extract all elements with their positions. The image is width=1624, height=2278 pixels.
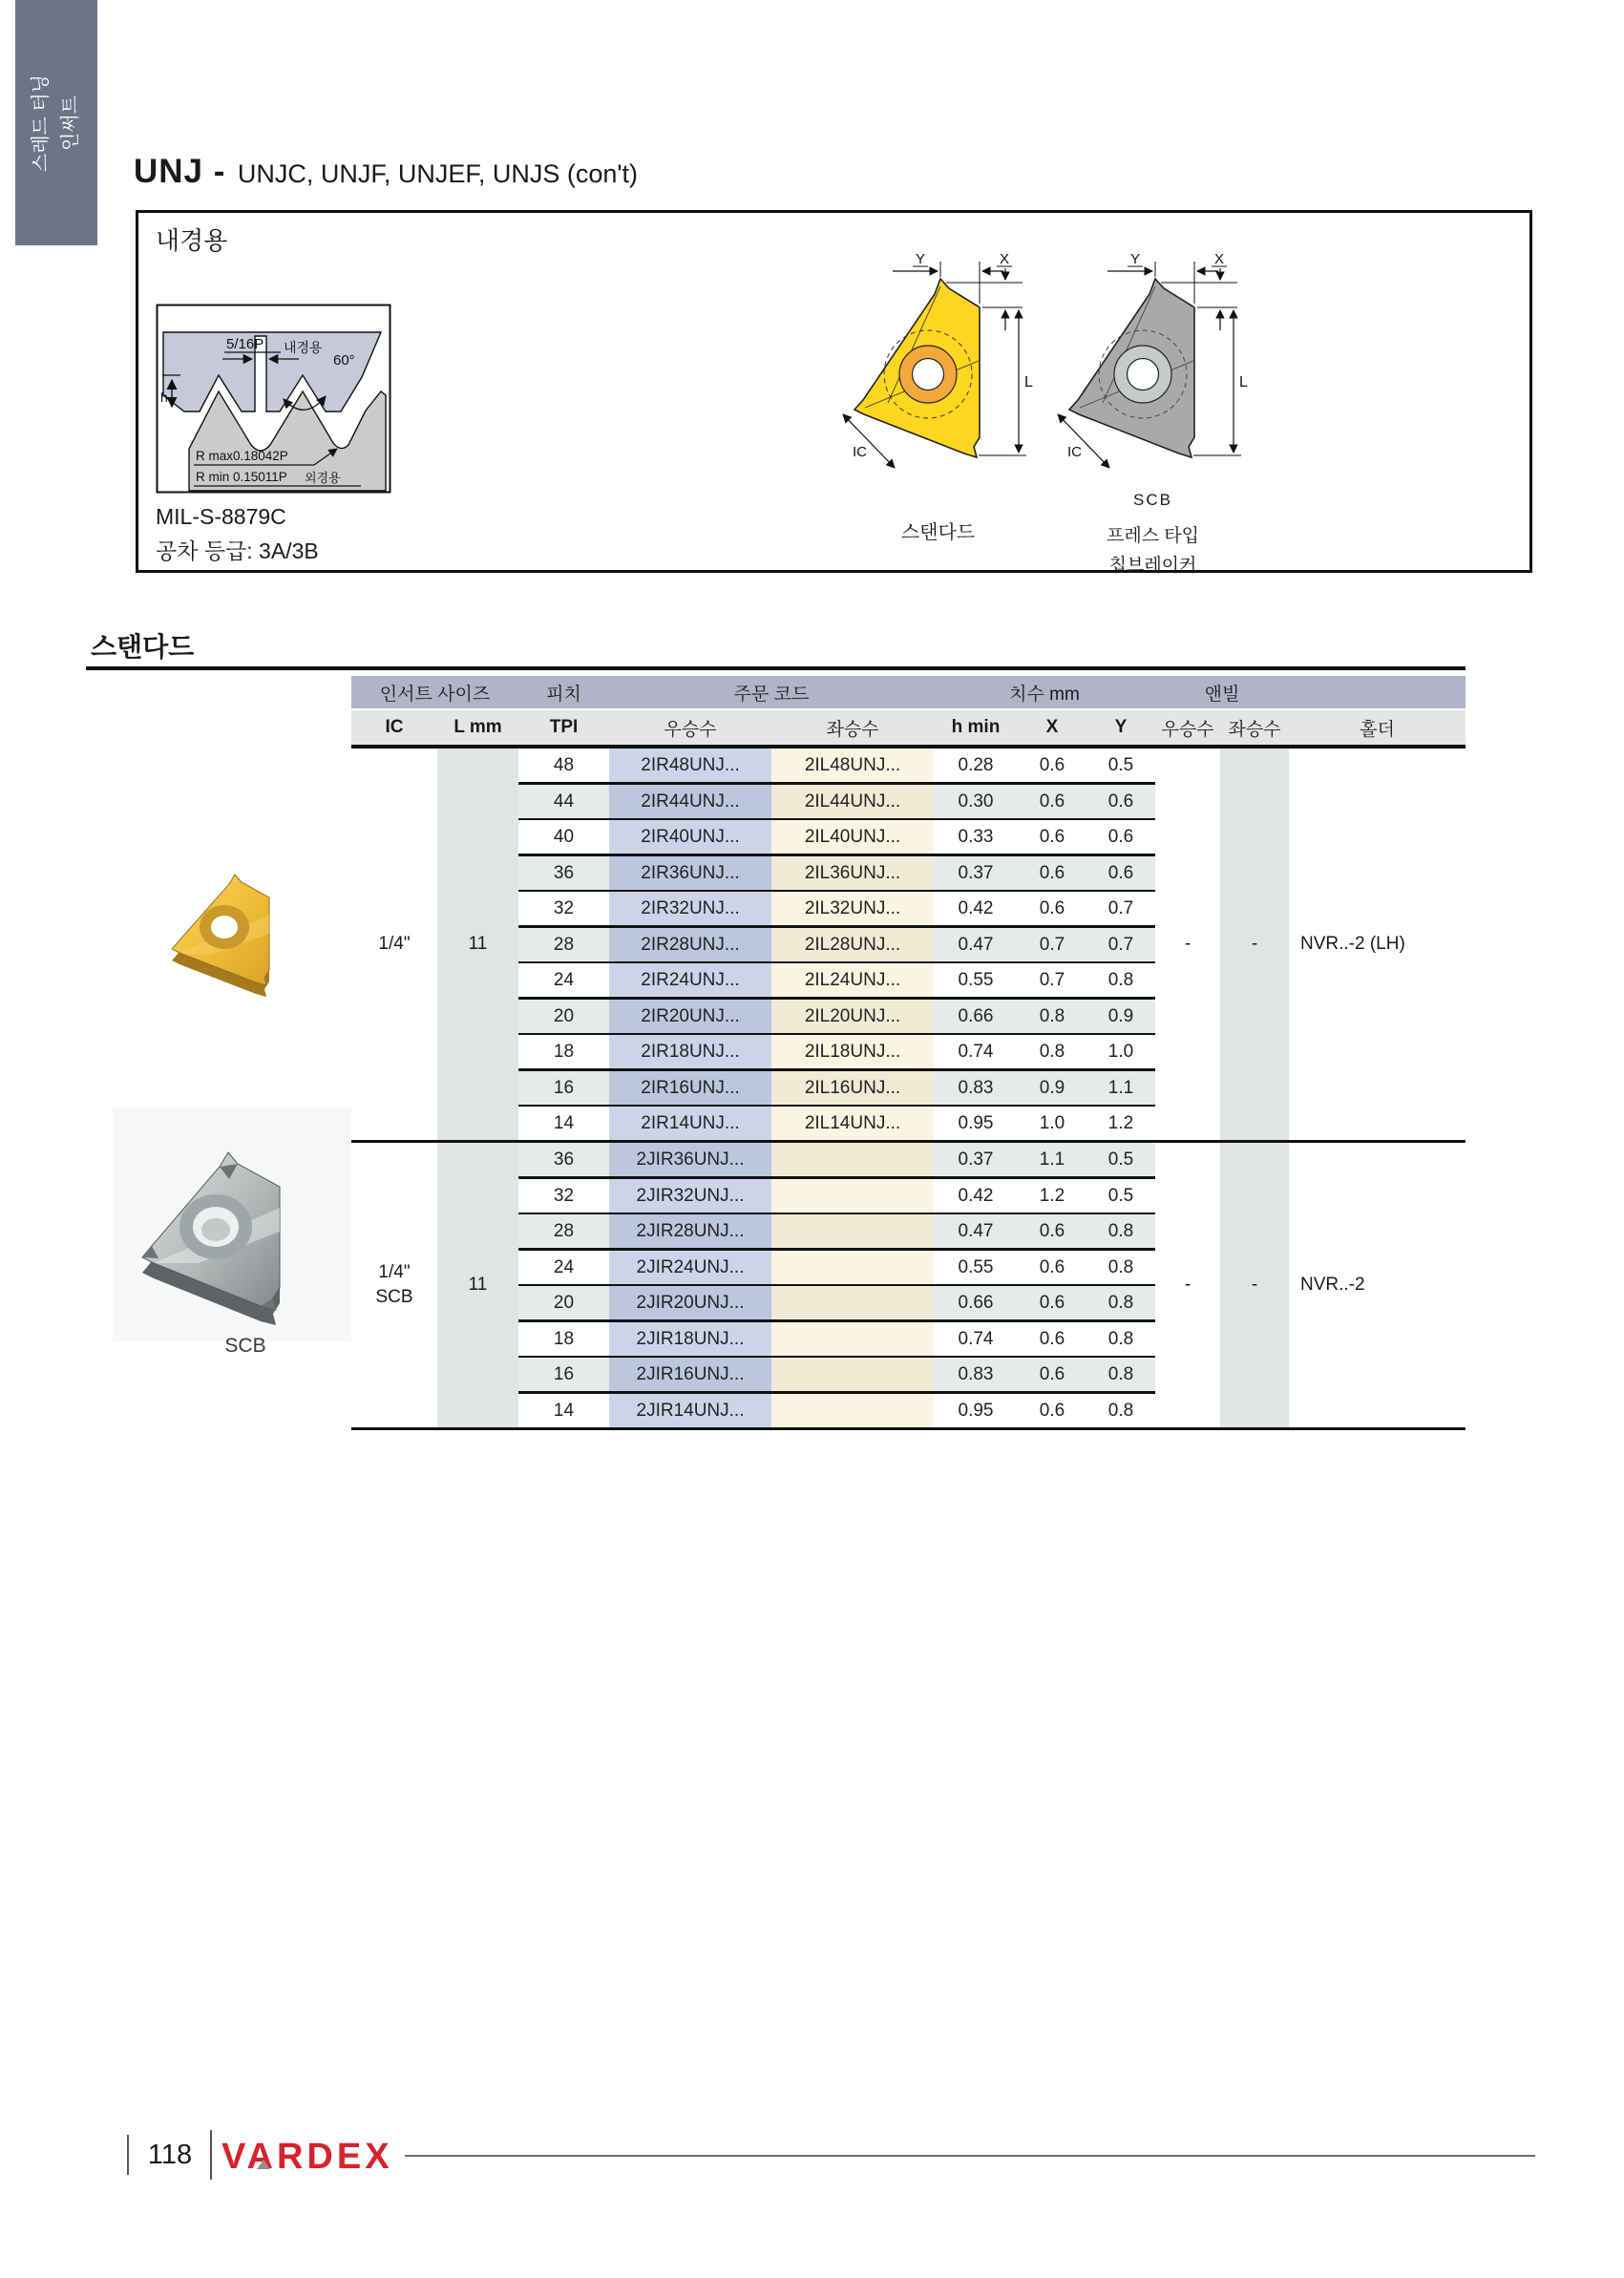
ic-label xyxy=(375,1260,412,1310)
table-row xyxy=(518,1214,1155,1248)
ic-label xyxy=(378,932,410,957)
y-cell: 0.8 xyxy=(1086,963,1155,997)
title-main: UNJ - xyxy=(134,153,226,190)
hmin-cell: 0.66 xyxy=(934,1000,1018,1033)
x-cell: 0.6 xyxy=(1018,1322,1086,1356)
table-row xyxy=(518,1286,1155,1319)
table-row xyxy=(518,892,1155,925)
col-header-anvil-rh: 우승수 xyxy=(1161,719,1214,740)
holder-cell: NVR..-2 (LH) xyxy=(1300,934,1405,954)
footer-divider-1 xyxy=(127,2135,129,2175)
order-code-rh-cell: 2JIR36UNJ... xyxy=(609,1143,771,1176)
dim-ic-label: IC xyxy=(853,444,867,460)
table-bottom-rule xyxy=(351,1427,1466,1430)
x-cell: 0.8 xyxy=(1018,1035,1086,1068)
y-cell: 0.7 xyxy=(1086,892,1155,925)
x-cell: 0.6 xyxy=(1018,749,1086,782)
ic-size: 1/4" xyxy=(378,934,411,954)
x-cell: 0.6 xyxy=(1018,856,1086,890)
sidebar-tab-line1: 스레드 터닝 xyxy=(31,74,52,172)
order-code-lh-cell: 2IL44UNJ... xyxy=(771,785,934,818)
dim-y-label: Y xyxy=(916,251,926,267)
figure-box-label: 내경용 xyxy=(156,226,228,255)
table-row xyxy=(518,1251,1155,1284)
order-code-lh-cell: 2IL32UNJ... xyxy=(771,892,934,925)
ic-cell xyxy=(351,749,437,1140)
x-cell: 0.6 xyxy=(1018,1286,1086,1319)
anvil-lh-cell: - xyxy=(1220,749,1289,1140)
tpi-cell: 18 xyxy=(518,1322,609,1356)
angle-label: 60° xyxy=(333,352,355,369)
col-header-code-rh: 우승수 xyxy=(664,719,717,740)
thread-profile-diagram xyxy=(156,304,391,494)
order-code-lh-cell: 2IL28UNJ... xyxy=(771,928,934,961)
y-cell: 0.6 xyxy=(1086,856,1155,890)
y-cell: 0.5 xyxy=(1086,1143,1155,1176)
order-code-lh-cell xyxy=(771,1358,934,1391)
order-code-rh-cell: 2IR24UNJ... xyxy=(609,963,771,997)
order-code-lh-cell: 2IL40UNJ... xyxy=(771,820,934,854)
l-mm-cell: 11 xyxy=(437,1143,518,1427)
order-code-lh-cell: 2IL18UNJ... xyxy=(771,1035,934,1068)
scb-photo-caption: SCB xyxy=(224,1335,266,1357)
order-code-lh-cell xyxy=(771,1214,934,1248)
sidebar-tab xyxy=(15,0,97,245)
order-code-lh-cell: 2IL24UNJ... xyxy=(771,963,934,997)
col-header-x: X xyxy=(1045,717,1059,737)
y-cell: 0.6 xyxy=(1086,820,1155,854)
dim-x-label: X xyxy=(1000,251,1010,267)
page-number: 118 xyxy=(147,2140,193,2170)
order-code-lh-cell xyxy=(771,1179,934,1213)
dim-ic-label: IC xyxy=(1067,444,1082,460)
order-code-lh-cell: 2IL16UNJ... xyxy=(771,1071,934,1105)
standard-insert-photo xyxy=(153,867,320,1010)
hmin-cell: 0.47 xyxy=(934,928,1018,961)
insert-hole xyxy=(1128,359,1159,390)
x-cell: 1.1 xyxy=(1018,1143,1086,1176)
x-cell: 1.0 xyxy=(1018,1107,1086,1140)
hmin-cell: 0.74 xyxy=(934,1035,1018,1068)
order-code-rh-cell: 2IR18UNJ... xyxy=(609,1035,771,1068)
hmin-cell: 0.42 xyxy=(934,892,1018,925)
tpi-cell: 24 xyxy=(518,1251,609,1284)
dim-y-label: Y xyxy=(1130,251,1141,267)
tolerance-class: 공차 등급: 3A/3B xyxy=(156,538,319,563)
header-order-code: 주문 코드 xyxy=(733,684,810,705)
y-cell: 0.6 xyxy=(1086,785,1155,818)
ic-size: 1/4" xyxy=(378,1261,411,1282)
y-cell: 0.5 xyxy=(1086,749,1155,782)
pitch-dim-label: 5/16P xyxy=(226,336,264,352)
tpi-cell: 40 xyxy=(518,820,609,854)
table-row xyxy=(518,928,1155,961)
pitch-note-label: 내경용 xyxy=(284,340,323,355)
table-row xyxy=(518,749,1155,782)
hmin-cell: 0.37 xyxy=(934,1143,1018,1176)
section-heading: 스탠다드 xyxy=(91,632,195,662)
standard-insert-drawing xyxy=(835,250,1041,496)
dim-l-label: L xyxy=(1024,374,1033,390)
x-cell: 0.7 xyxy=(1018,963,1086,997)
order-code-rh-cell: 2JIR14UNJ... xyxy=(609,1394,771,1427)
hmin-cell: 0.83 xyxy=(934,1071,1018,1105)
order-code-lh-cell xyxy=(771,1286,934,1319)
ic-cell xyxy=(351,1143,437,1427)
table-group xyxy=(351,1143,1466,1427)
sidebar-tab-line2: 인써트 xyxy=(60,95,81,151)
tpi-cell: 36 xyxy=(518,1143,609,1176)
order-code-rh-cell: 2IR32UNJ... xyxy=(609,892,771,925)
order-code-rh-cell: 2JIR16UNJ... xyxy=(609,1358,771,1391)
hmin-cell: 0.95 xyxy=(934,1107,1018,1140)
y-cell: 1.1 xyxy=(1086,1071,1155,1105)
header-dimensions: 치수 mm xyxy=(1009,684,1080,705)
dim-x-label: X xyxy=(1214,251,1225,267)
x-cell: 0.6 xyxy=(1018,892,1086,925)
x-cell: 0.6 xyxy=(1018,785,1086,818)
col-header-anvil-lh: 좌승수 xyxy=(1228,719,1281,740)
y-cell: 0.8 xyxy=(1086,1394,1155,1427)
table-row xyxy=(518,820,1155,854)
scb-insert-drawing xyxy=(1050,250,1255,496)
order-code-lh-cell: 2IL36UNJ... xyxy=(771,856,934,890)
x-cell: 0.6 xyxy=(1018,1358,1086,1391)
tpi-cell: 32 xyxy=(518,892,609,925)
table-row xyxy=(518,1000,1155,1033)
order-code-rh-cell: 2IR44UNJ... xyxy=(609,785,771,818)
tpi-cell: 48 xyxy=(518,749,609,782)
y-cell: 0.8 xyxy=(1086,1214,1155,1248)
tpi-cell: 20 xyxy=(518,1286,609,1319)
table-row xyxy=(518,1179,1155,1213)
tpi-cell: 16 xyxy=(518,1071,609,1105)
rows-block xyxy=(518,1143,1155,1427)
hmin-cell: 0.95 xyxy=(934,1394,1018,1427)
tpi-cell: 28 xyxy=(518,928,609,961)
header-insert-size: 인서트 사이즈 xyxy=(379,684,491,705)
hmin-cell: 0.28 xyxy=(934,749,1018,782)
order-code-rh-cell: 2IR20UNJ... xyxy=(609,1000,771,1033)
standards-table xyxy=(351,676,1466,1430)
anvil-rh-cell: - xyxy=(1184,934,1192,954)
scb-insert-caption-3: 칩브레이커 xyxy=(1108,556,1197,576)
order-code-lh-cell: 2IL48UNJ... xyxy=(771,749,934,782)
col-header-holder: 홀더 xyxy=(1360,719,1395,740)
order-code-rh-cell: 2JIR18UNJ... xyxy=(609,1322,771,1356)
order-code-lh-cell xyxy=(771,1143,934,1176)
scb-insert-caption-2: 프레스 타입 xyxy=(1106,526,1200,546)
col-header-lmm: L mm xyxy=(453,717,502,737)
order-code-lh-cell xyxy=(771,1251,934,1284)
y-cell: 1.2 xyxy=(1086,1107,1155,1140)
tpi-cell: 14 xyxy=(518,1107,609,1140)
section-rule xyxy=(86,666,1466,670)
insert-hole xyxy=(913,359,944,390)
tpi-cell: 36 xyxy=(518,856,609,890)
hmin-cell: 0.74 xyxy=(934,1322,1018,1356)
hmin-cell: 0.42 xyxy=(934,1179,1018,1213)
standard-insert-caption: 스탠다드 xyxy=(900,522,976,543)
y-cell: 0.8 xyxy=(1086,1286,1155,1319)
y-cell: 0.9 xyxy=(1086,1000,1155,1033)
x-cell: 0.7 xyxy=(1018,928,1086,961)
footer-rule xyxy=(405,2155,1535,2157)
anvil-rh-cell: - xyxy=(1184,1274,1192,1295)
y-cell: 0.7 xyxy=(1086,928,1155,961)
dim-l-label: L xyxy=(1239,374,1248,390)
table-row xyxy=(518,1358,1155,1391)
table-column-header-row xyxy=(351,710,1466,745)
x-cell: 0.6 xyxy=(1018,1394,1086,1427)
col-header-tpi: TPI xyxy=(549,717,579,737)
order-code-lh-cell xyxy=(771,1322,934,1356)
x-cell: 0.8 xyxy=(1018,1000,1086,1033)
scb-insert-photo xyxy=(113,1107,351,1341)
footer-divider-2 xyxy=(210,2130,212,2180)
tpi-cell: 20 xyxy=(518,1000,609,1033)
hmin-cell: 0.55 xyxy=(934,963,1018,997)
x-cell: 0.6 xyxy=(1018,820,1086,854)
h-dim-label: h xyxy=(160,390,168,405)
order-code-rh-cell: 2IR48UNJ... xyxy=(609,749,771,782)
table-group-header-row xyxy=(351,676,1466,708)
hmin-cell: 0.83 xyxy=(934,1358,1018,1391)
order-code-rh-cell: 2IR16UNJ... xyxy=(609,1071,771,1105)
table-row xyxy=(518,1322,1155,1356)
r-min-note: 외경용 xyxy=(305,471,341,485)
r-max-label: R max0.18042P xyxy=(196,449,288,463)
order-code-rh-cell: 2IR14UNJ... xyxy=(609,1107,771,1140)
order-code-rh-cell: 2IR36UNJ... xyxy=(609,856,771,890)
order-code-lh-cell xyxy=(771,1394,934,1427)
x-cell: 1.2 xyxy=(1018,1179,1086,1213)
col-header-hmin: h min xyxy=(951,717,1001,737)
col-header-y: Y xyxy=(1114,717,1128,737)
internal-thread-shape xyxy=(163,332,381,411)
order-code-rh-cell: 2JIR32UNJ... xyxy=(609,1179,771,1213)
order-code-rh-cell: 2JIR20UNJ... xyxy=(609,1286,771,1319)
y-cell: 0.8 xyxy=(1086,1322,1155,1356)
mil-spec: MIL-S-8879C xyxy=(156,504,286,529)
ic-type: SCB xyxy=(375,1286,413,1307)
x-cell: 0.9 xyxy=(1018,1071,1086,1105)
page-title xyxy=(134,153,638,191)
tpi-cell: 32 xyxy=(518,1179,609,1213)
anvil-lh-cell: - xyxy=(1220,1143,1289,1427)
hmin-cell: 0.33 xyxy=(934,820,1018,854)
tpi-cell: 16 xyxy=(518,1358,609,1391)
hmin-cell: 0.66 xyxy=(934,1286,1018,1319)
order-code-lh-cell: 2IL14UNJ... xyxy=(771,1107,934,1140)
hmin-cell: 0.47 xyxy=(934,1214,1018,1248)
y-cell: 0.5 xyxy=(1086,1179,1155,1213)
order-code-rh-cell: 2JIR24UNJ... xyxy=(609,1251,771,1284)
tpi-cell: 18 xyxy=(518,1035,609,1068)
scb-insert-caption-1: SCB xyxy=(1133,491,1172,509)
title-sub: UNJC, UNJF, UNJEF, UNJS (con't) xyxy=(237,159,639,188)
table-row xyxy=(518,856,1155,890)
holder-cell: NVR..-2 xyxy=(1300,1274,1365,1295)
x-cell: 0.6 xyxy=(1018,1214,1086,1248)
l-mm-cell: 11 xyxy=(437,749,518,1140)
order-code-rh-cell: 2IR40UNJ... xyxy=(609,820,771,854)
order-code-lh-cell: 2IL20UNJ... xyxy=(771,1000,934,1033)
table-row xyxy=(518,1071,1155,1105)
y-cell: 1.0 xyxy=(1086,1035,1155,1068)
table-row xyxy=(518,1035,1155,1068)
tpi-cell: 24 xyxy=(518,963,609,997)
table-row xyxy=(518,1107,1155,1140)
table-row xyxy=(518,785,1155,818)
table-body xyxy=(351,749,1466,1430)
tpi-cell: 28 xyxy=(518,1214,609,1248)
vardex-logo-triangle-icon xyxy=(257,2160,270,2169)
table-group xyxy=(351,749,1466,1140)
rows-block xyxy=(518,749,1155,1140)
order-code-rh-cell: 2IR28UNJ... xyxy=(609,928,771,961)
col-header-ic: IC xyxy=(385,717,404,737)
sidebar-tab-text xyxy=(27,13,86,233)
hmin-cell: 0.30 xyxy=(934,785,1018,818)
table-row xyxy=(518,963,1155,997)
hmin-cell: 0.55 xyxy=(934,1251,1018,1284)
vardex-logo: VARDEX xyxy=(221,2137,393,2177)
order-code-rh-cell: 2JIR28UNJ... xyxy=(609,1214,771,1248)
tpi-cell: 44 xyxy=(518,785,609,818)
col-header-code-lh: 좌승수 xyxy=(826,719,879,740)
hmin-cell: 0.37 xyxy=(934,856,1018,890)
table-row xyxy=(518,1394,1155,1427)
header-pitch: 피치 xyxy=(546,684,581,705)
table-row xyxy=(518,1143,1155,1176)
y-cell: 0.8 xyxy=(1086,1251,1155,1284)
header-anvil: 앤빌 xyxy=(1204,684,1240,705)
y-cell: 0.8 xyxy=(1086,1358,1155,1391)
x-cell: 0.6 xyxy=(1018,1251,1086,1284)
r-min-label: R min 0.15011P xyxy=(196,470,287,484)
tpi-cell: 14 xyxy=(518,1394,609,1427)
